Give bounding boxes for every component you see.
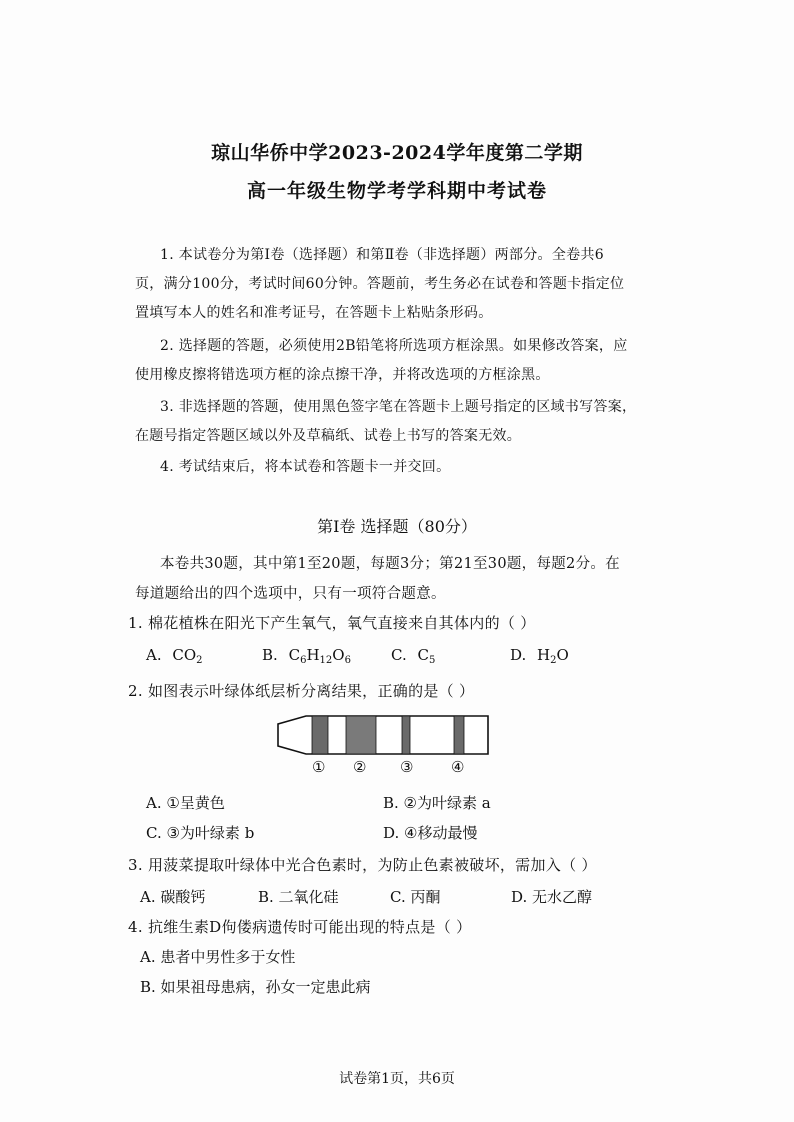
- note-4-line-1: 4. 考试结束后，将本试卷和答题卡一并交回。: [160, 459, 451, 475]
- band-label-1: ①: [312, 758, 326, 776]
- note-2-line-1: 2. 选择题的答题，必须使用2B铅笔将所选项方框涂黑。如果修改答案，应: [160, 338, 628, 354]
- q1-option-a-text: [172, 646, 202, 664]
- q4-option-b: B. 如果祖母患病，孙女一定患此病: [140, 978, 371, 996]
- q2-option-b: B. ②为叶绿素 a: [383, 794, 491, 812]
- page-footer: 试卷第1页，共6页: [339, 1071, 455, 1087]
- question-2-stem: 2. 如图表示叶绿体纸层析分离结果，正确的是（ ）: [128, 682, 475, 700]
- pigment-band-2: [346, 716, 376, 754]
- q1-b-h: H: [306, 646, 320, 664]
- pigment-band-3: [402, 716, 410, 754]
- q1-b-s1: 6: [300, 655, 307, 666]
- q1-c-formula: C: [417, 646, 429, 664]
- section-heading: 第Ⅰ卷 选择题（80分）: [317, 517, 477, 536]
- q1-option-a: [146, 646, 203, 664]
- q1-option-b: [262, 646, 351, 664]
- q2-option-d: D. ④移动最慢: [383, 824, 478, 842]
- band-label-4: ④: [451, 758, 465, 776]
- q1-b-s3: 6: [344, 655, 351, 666]
- q1-option-b-label: B.: [262, 646, 278, 664]
- q2-option-a: A. ①呈黄色: [146, 794, 225, 812]
- note-3-line-2: 在题号指定答题区域以外及草稿纸、试卷上书写的答案无效。: [135, 428, 522, 444]
- q1-option-c: [391, 646, 435, 664]
- band-label-3: ③: [400, 758, 414, 776]
- q1-c-sub: 5: [428, 655, 436, 666]
- q2-option-c: C. ③为叶绿素 b: [146, 824, 255, 842]
- question-4-stem: 4. 抗维生素D佝偻病遗传时可能出现的特点是（ ）: [128, 918, 472, 936]
- q3-option-a: A. 碳酸钙: [140, 888, 206, 906]
- section-intro-line-2: 每道题给出的四个选项中，只有一项符合题意。: [135, 586, 446, 602]
- q1-d-o: O: [556, 646, 569, 664]
- q1-b-c: C: [288, 646, 301, 664]
- question-3-stem: 3. 用菠菜提取叶绿体中光合色素时，为防止色素被破坏，需加入（ ）: [128, 856, 597, 874]
- question-1-stem: 1. 棉花植株在阳光下产生氧气，氧气直接来自其体内的（ ）: [128, 614, 536, 632]
- pigment-band-4: [454, 716, 464, 754]
- q1-d-h: H: [537, 646, 551, 664]
- q1-a-formula: CO: [172, 646, 197, 664]
- q1-option-d: [510, 646, 569, 664]
- q3-option-c: C. 丙酮: [390, 888, 441, 906]
- q1-option-c-label: C.: [391, 646, 407, 664]
- exam-title-line2: 高一年级生物学考学科期中考试卷: [246, 180, 547, 202]
- note-2-line-2: 使用橡皮擦将错选项方框的涂点擦干净，并将改选项的方框涂黑。: [135, 367, 550, 383]
- q1-a-sub: 2: [196, 655, 203, 666]
- exam-title-line1: 琼山华侨中学2023-2024学年度第二学期: [211, 142, 583, 164]
- q1-option-d-label: D.: [510, 646, 527, 664]
- q1-b-o: O: [332, 646, 345, 664]
- note-3-line-1: 3. 非选择题的答题，使用黑色签字笔在答题卡上题号指定的区域书写答案，: [160, 399, 637, 415]
- q3-option-b: B. 二氧化硅: [258, 888, 339, 906]
- q1-option-b-text: [289, 646, 351, 664]
- q3-option-d: D. 无水乙醇: [511, 888, 593, 906]
- note-1-line-2: 页，满分100分，考试时间60分钟。答题前，考生务必在试卷和答题卡指定位: [135, 276, 625, 292]
- pigment-band-1: [312, 716, 328, 754]
- q1-b-s2: 12: [319, 655, 333, 666]
- q4-option-a: A. 患者中男性多于女性: [140, 948, 296, 966]
- q1-option-c-text: [418, 646, 436, 664]
- band-label-2: ②: [353, 758, 367, 776]
- q1-option-d-text: [537, 646, 569, 664]
- note-1-line-3: 置填写本人的姓名和准考证号，在答题卡上粘贴条形码。: [135, 305, 493, 321]
- q1-d-sub: 2: [550, 655, 557, 666]
- q1-option-a-label: A.: [146, 646, 162, 664]
- section-intro-line-1: 本卷共30题，其中第1至20题，每题3分；第21至30题，每题2分。在: [160, 556, 620, 572]
- note-1-line-1: 1. 本试卷分为第Ⅰ卷（选择题）和第Ⅱ卷（非选择题）两部分。全卷共6: [160, 247, 604, 263]
